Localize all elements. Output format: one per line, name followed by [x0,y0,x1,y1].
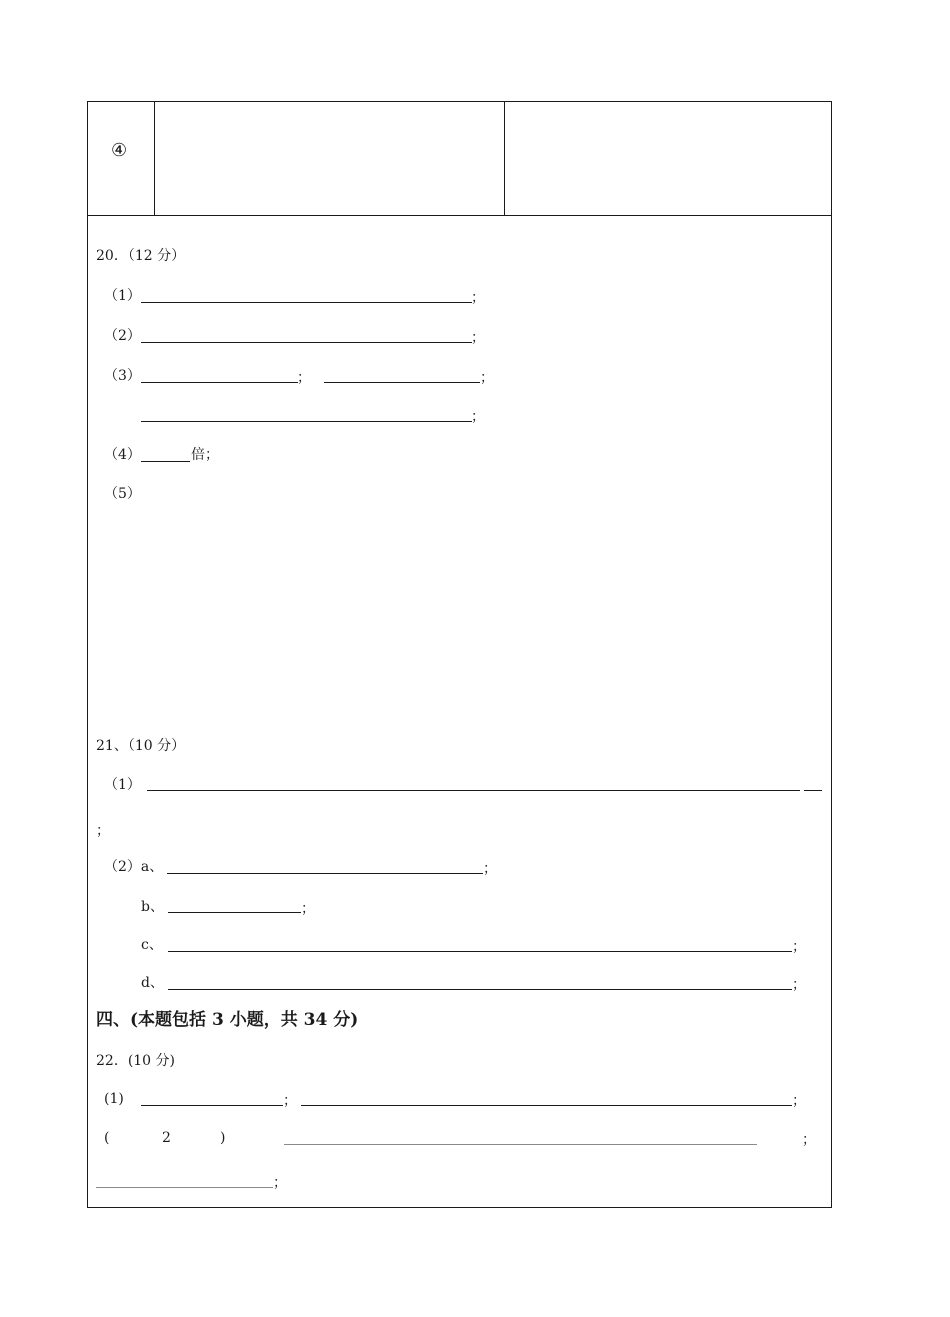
q22-part2-number: 2 [162,1130,171,1146]
q22-title: 22．(10 分) [96,1053,176,1069]
answer-sheet-frame [87,215,832,1208]
q22-part2-blank-a[interactable] [284,1144,757,1145]
q21-part2d-blank[interactable] [168,989,792,990]
table-divider-2 [504,101,505,216]
q21-part2-label: （2）a、 [104,859,164,875]
q22-part2-blank-b[interactable] [96,1187,273,1188]
q21-part1-label: （1） [104,777,141,793]
q21-part1-blank-tail[interactable] [804,790,822,791]
q20-part3-label: （3） [104,368,141,384]
q20-part2-label: （2） [104,328,141,344]
q21-part2a-semicolon: ； [483,861,497,877]
q20-part1-blank[interactable] [141,302,472,303]
q21-part2d-semicolon: ； [792,977,806,993]
q21-part2d-label: d、 [141,975,164,991]
q20-part3-semicolon-b: ； [480,370,494,386]
q21-part2c-blank[interactable] [168,951,792,952]
q22-part1-semicolon-a: ； [283,1093,297,1109]
q21-part2b-label: b、 [141,899,164,915]
q20-part4-unit: 倍； [191,447,219,463]
table-divider-1 [154,101,155,216]
q21-part2b-semicolon: ； [301,901,315,917]
q20-part1-label: （1） [104,288,141,304]
q20-part3-semicolon-a: ； [297,370,311,386]
answer-table-frame [87,101,832,216]
q21-part2c-semicolon: ； [792,939,806,955]
q22-part2-semicolon-a: ； [802,1132,816,1148]
q20-part2-blank[interactable] [141,342,472,343]
q21-part2c-label: c、 [141,937,163,953]
q21-part2b-blank[interactable] [168,912,301,913]
q20-part2-semicolon: ； [471,330,485,346]
q20-title: 20．（12 分） [96,248,186,264]
q22-part1-blank-b[interactable] [301,1105,792,1106]
q22-part1-label: (1) [104,1091,124,1107]
section4-heading: 四、(本题包括 3 小题，共 34 分) [96,1010,359,1030]
q20-part3-semicolon-c: ； [471,409,485,425]
q22-part2-open: ( [104,1130,110,1146]
q20-part3-blank-c[interactable] [141,421,472,422]
q22-part2-close: ) [220,1130,226,1146]
q21-part2a-blank[interactable] [167,873,483,874]
q20-part5-label: （5） [104,486,141,502]
q21-part1-semicolon: ； [96,823,110,839]
q22-part2-semicolon-b: ； [273,1175,287,1191]
q20-part1-semicolon: ； [471,290,485,306]
q20-part3-blank-b[interactable] [324,382,480,383]
q21-part1-blank[interactable] [147,790,800,791]
q21-title: 21、（10 分） [96,738,186,754]
q20-part3-blank-a[interactable] [141,382,298,383]
row-number-label: ④ [111,140,128,161]
q20-part4-label: （4） [104,447,141,463]
q20-part4-blank[interactable] [141,461,190,462]
q22-part1-blank-a[interactable] [141,1105,283,1106]
q22-part1-semicolon-b: ； [792,1093,806,1109]
